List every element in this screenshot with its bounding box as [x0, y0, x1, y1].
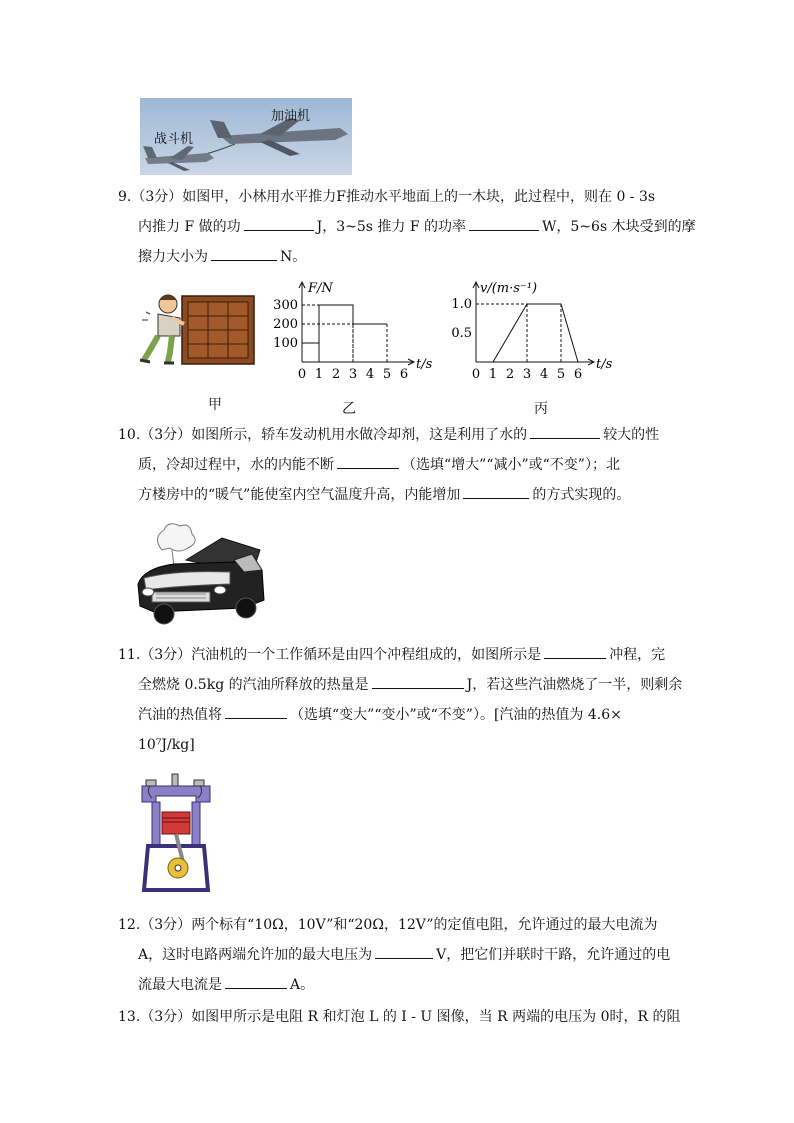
q10-blank-1[interactable] [530, 424, 600, 439]
q11-blank-2[interactable] [372, 674, 464, 689]
chart-force-time [268, 276, 444, 384]
q12-score: （3分） [140, 917, 192, 933]
q11-line-4: 10⁷J/kg] [138, 737, 195, 753]
q13-score: （3分） [140, 1009, 192, 1025]
q9-text-3a: 擦力大小为 [138, 249, 208, 265]
q11-score: （3分） [140, 647, 192, 663]
q9-line-1 [118, 182, 678, 212]
q10-line-2 [118, 450, 678, 480]
q9-line-2 [118, 212, 696, 242]
q9-text-2a: 内推力 F 做的功 [138, 219, 241, 235]
q11-text-1a: 汽油机的一个工作循环是由四个冲程组成的，如图所示是 [191, 647, 542, 663]
q12-line-3 [118, 970, 678, 1000]
q9-blank-2[interactable] [469, 216, 539, 231]
person-pushing-box-image [136, 288, 260, 368]
velocity-chart-x-tick: 0 [471, 367, 481, 382]
q11-text-1b: 冲程，完 [609, 647, 666, 663]
caption-yi: 乙 [342, 401, 356, 417]
q12-blank-1[interactable] [375, 944, 433, 959]
q11-text-2a: 全燃烧 0.5kg 的汽油所释放的热量是 [138, 677, 369, 693]
q11-line-1 [118, 640, 678, 670]
force-time-svg [268, 276, 444, 384]
q12-line-1 [118, 910, 678, 940]
force-chart-x-label: t/s [416, 357, 433, 372]
q10-line-3 [118, 480, 678, 510]
velocity-chart-data-line [493, 304, 578, 362]
question-9 [118, 182, 696, 272]
q12-text-3b: A。 [290, 977, 315, 993]
q10-text-1a: 如图所示，轿车发动机用水做冷却剂，这是利用了水的 [191, 427, 528, 443]
q9-text-2c: W，5~6s 木块受到的摩 [542, 219, 696, 235]
engine-diagram [138, 772, 214, 894]
chart-velocity-time [440, 276, 624, 384]
q10-text-1b: 较大的性 [603, 427, 660, 443]
force-chart-x-tick: 5 [382, 367, 392, 382]
q13-line-1 [118, 1002, 681, 1032]
velocity-chart-x-tick: 4 [539, 367, 549, 382]
q12-text-2a: A，这时电路两端允许加的最大电压为 [138, 947, 373, 963]
force-chart-x-tick: 4 [365, 367, 375, 382]
force-chart-y-label: F/N [308, 281, 333, 296]
q11-line-2 [118, 670, 683, 700]
jet-refuel-image [140, 98, 352, 175]
q11-text-3a: 汽油的热值将 [138, 707, 222, 723]
question-12 [118, 910, 678, 1000]
q9-score: （3分） [131, 189, 183, 205]
q9-line-3 [118, 242, 678, 272]
q11-text-3b: （选填“变大”“变小”或“不变”）。[汽油的热值为 4.6× [290, 707, 622, 723]
q12-number: 12. [118, 917, 141, 933]
fighter-label: 战斗机 [154, 132, 194, 147]
q9-text-2b: J，3~5s 推力 F 的功率 [316, 219, 467, 235]
q9-text-3b: N。 [280, 249, 307, 265]
q10-blank-2[interactable] [337, 454, 399, 469]
q11-blank-3[interactable] [225, 704, 287, 719]
q12-text-3a: 流最大电流是 [138, 977, 222, 993]
q10-line-1 [118, 420, 678, 450]
q9-blank-3[interactable] [211, 246, 277, 261]
velocity-chart-y-label: v/(m·s⁻¹) [480, 281, 538, 296]
q11-number: 11. [118, 647, 141, 663]
q9-number: 9. [118, 189, 132, 205]
force-chart-y-tick: 200 [273, 317, 298, 332]
velocity-chart-y-tick: 0.5 [451, 326, 472, 341]
q11-line-3 [118, 700, 678, 730]
q12-text-1: 两个标有“10Ω，10V”和“20Ω，12V”的定值电阻，允许通过的最大电流为 [191, 917, 658, 933]
velocity-chart-y-tick: 1.0 [451, 297, 472, 312]
q10-text-2a: 质，冷却过程中，水的内能不断 [138, 457, 334, 473]
velocity-chart-x-tick: 1 [488, 367, 498, 382]
velocity-chart-x-label: t/s [596, 357, 613, 372]
caption-bing: 丙 [534, 401, 548, 417]
force-chart-y-tick: 300 [273, 298, 298, 313]
force-chart-y-tick: 100 [273, 336, 298, 351]
velocity-chart-x-tick: 2 [505, 367, 515, 382]
question-10 [118, 420, 678, 510]
q13-number: 13. [118, 1009, 141, 1025]
velocity-time-svg [440, 276, 624, 384]
q10-text-2b: （选填“增大”“减小”或“不变”）；北 [402, 457, 620, 473]
force-chart-x-tick: 0 [297, 367, 307, 382]
car-engine-image [134, 520, 268, 626]
q11-text-2b: J，若这些汽油燃烧了一半，则剩余 [466, 677, 683, 693]
q13-text-1: 如图甲所示是电阻 R 和灯泡 L 的 I - U 图像，当 R 两端的电压为 0时，R 的阻 [191, 1009, 681, 1025]
q10-number: 10. [118, 427, 141, 443]
velocity-chart-x-tick: 3 [522, 367, 532, 382]
force-chart-x-tick: 1 [314, 367, 324, 382]
q10-text-3a: 方楼房中的“暖气”能使室内空气温度升高，内能增加 [138, 487, 461, 503]
q12-blank-2[interactable] [225, 974, 287, 989]
force-chart-x-tick: 6 [399, 367, 409, 382]
q12-line-2 [118, 940, 678, 970]
q12-text-2b: V，把它们并联时干路，允许通过的电 [436, 947, 671, 963]
question-11 [118, 640, 683, 760]
q10-score: （3分） [140, 427, 192, 443]
tanker-label: 加油机 [271, 109, 311, 124]
caption-jia: 甲 [208, 397, 222, 413]
q10-text-3b: 的方式实现的。 [532, 487, 631, 503]
velocity-chart-x-tick: 6 [573, 367, 583, 382]
q11-blank-1[interactable] [544, 644, 606, 659]
q9-text-1: 如图甲，小林用水平推力F推动水平地面上的一木块，此过程中，则在 0 - 3s [182, 189, 656, 205]
force-chart-x-tick: 2 [331, 367, 341, 382]
q10-blank-3[interactable] [463, 484, 529, 499]
question-13 [118, 1002, 681, 1032]
force-chart-x-tick: 3 [348, 367, 358, 382]
velocity-chart-x-tick: 5 [556, 367, 566, 382]
q9-blank-1[interactable] [244, 216, 314, 231]
